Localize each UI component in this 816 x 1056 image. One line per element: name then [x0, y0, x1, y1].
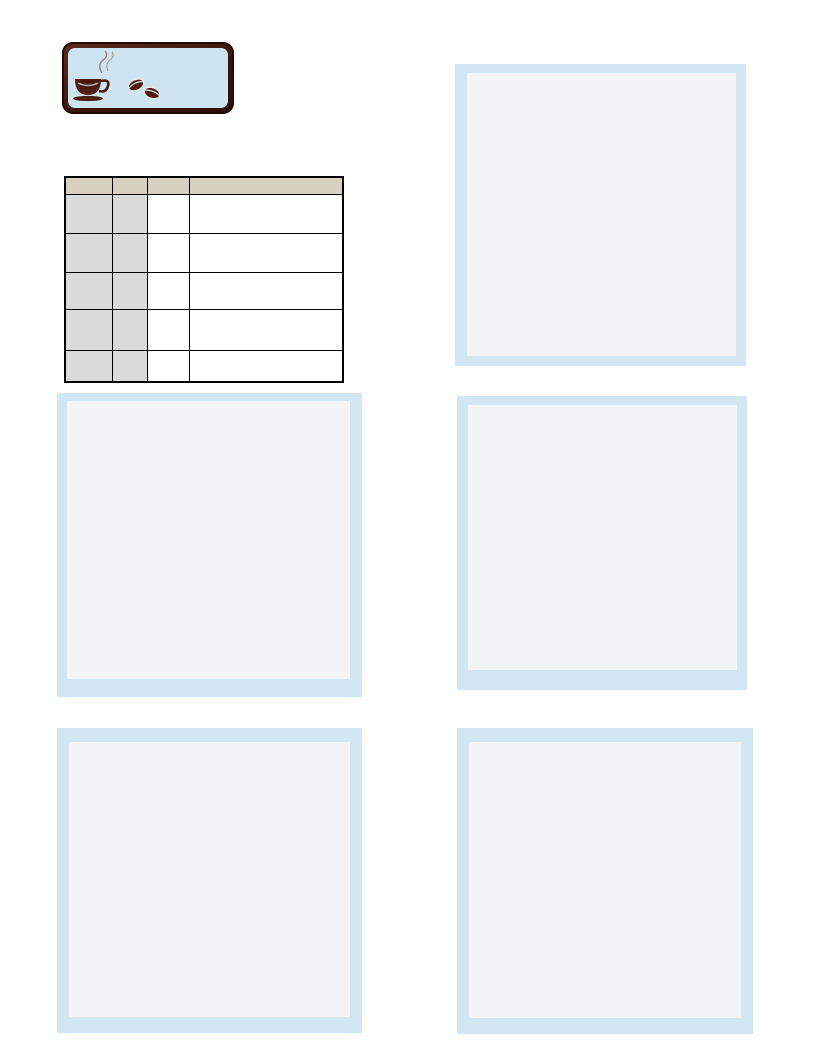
french-press-grounds-photo [469, 742, 741, 1018]
cell-suited [190, 310, 344, 351]
cell-grind [65, 273, 113, 310]
coffee-beans-icon [124, 76, 168, 107]
cell-grind [65, 310, 113, 351]
cell-grind [65, 351, 113, 383]
pourover-grounds-photo [467, 73, 736, 356]
cell-level [148, 195, 190, 234]
example-frame-espresso [57, 728, 362, 1033]
cell-level [148, 273, 190, 310]
column-header-grind [65, 177, 113, 195]
cell-number [113, 234, 148, 273]
example-frame-superfine-espresso [57, 393, 362, 697]
drip-grounds-photo [468, 405, 737, 670]
table-row [65, 195, 343, 234]
table-row [65, 310, 343, 351]
espresso-grounds-photo [69, 742, 350, 1017]
cell-grind [65, 234, 113, 273]
cell-suited [190, 195, 344, 234]
column-header-suited [190, 177, 344, 195]
cell-number [113, 195, 148, 234]
example-frame-drip [457, 396, 747, 690]
cell-suited [190, 351, 344, 383]
cell-level [148, 310, 190, 351]
cell-number [113, 273, 148, 310]
cell-number [113, 351, 148, 383]
example-frame-french-press [457, 728, 753, 1034]
superfine-espresso-grounds-photo [67, 401, 350, 679]
cell-level [148, 351, 190, 383]
column-header-level [148, 177, 190, 195]
cell-level [148, 234, 190, 273]
grind-reference-table [64, 176, 344, 383]
table-header-row [65, 177, 343, 195]
table-row [65, 234, 343, 273]
table-row [65, 273, 343, 310]
cell-grind [65, 195, 113, 234]
logo-inner-panel [68, 48, 228, 108]
brand-logo [62, 42, 234, 114]
cell-number [113, 310, 148, 351]
example-frame-pourover [455, 64, 746, 366]
cell-suited [190, 273, 344, 310]
table-row [65, 351, 343, 383]
coffee-cup-icon [71, 76, 119, 107]
column-header-number [113, 177, 148, 195]
cell-suited [190, 234, 344, 273]
